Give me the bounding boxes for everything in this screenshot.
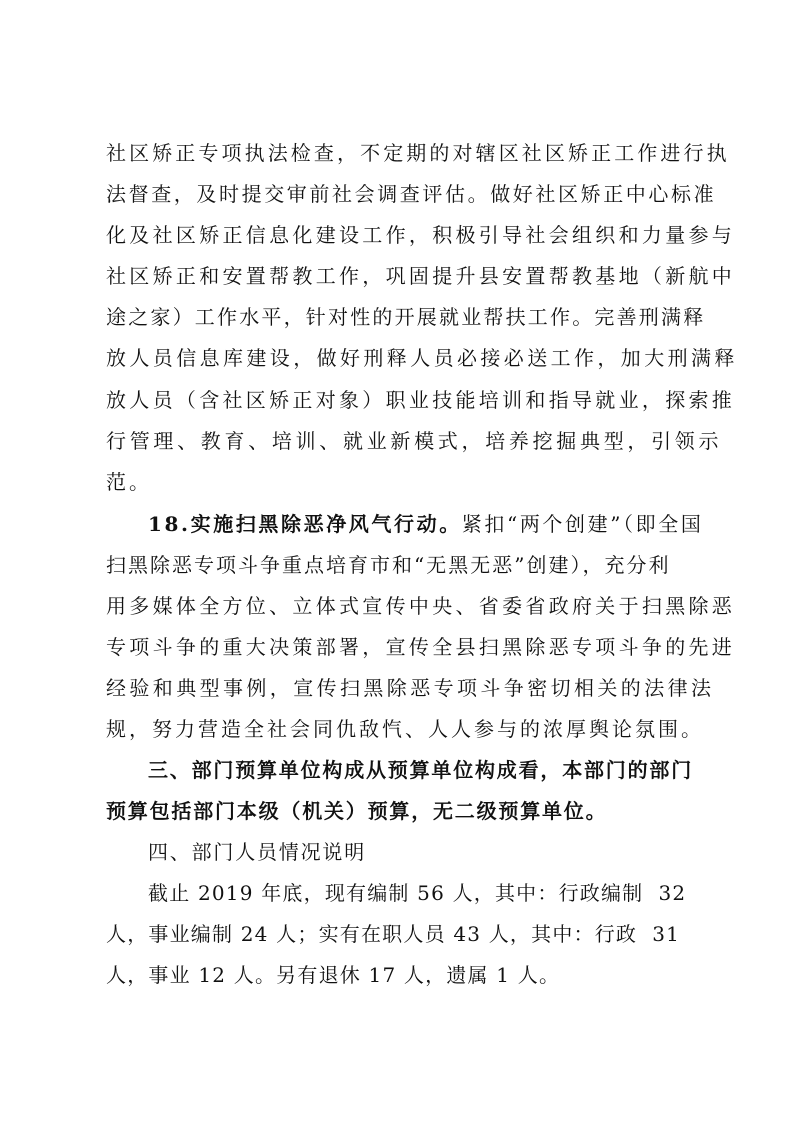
- body-line-2: 法督查，及时提交审前社会调查评估。做好社区矫正中心标准: [106, 182, 717, 206]
- section-18-first-line-text: 紧扣“两个创建”（即全国: [461, 512, 704, 536]
- section-4-line-2: 人，事业编制 24 人；实有在职人员 43 人，其中：行政 31: [106, 922, 681, 946]
- section-18-line-6: 规，努力营造全社会同仇敌忾、人人参与的浓厚舆论氛围。: [106, 717, 704, 741]
- section-4-line-1: 截止 2019 年底，现有编制 56 人，其中：行政编制 32: [148, 881, 687, 905]
- section-18-line-4: 专项斗争的重大决策部署，宣传全县扫黑除恶专项斗争的先进: [106, 635, 736, 659]
- section-3-line-1: 三、部门预算单位构成从预算单位构成看，本部门的部门: [148, 758, 693, 782]
- section-18-line-5: 经验和典型事例，宣传扫黑除恶专项斗争密切相关的法律法: [106, 676, 715, 700]
- section-3-line-2: 预算包括部门本级（机关）预算，无二级预算单位。: [106, 799, 608, 823]
- body-line-7: 放人员（含社区矫正对象）职业技能培训和指导就业，探索推: [106, 388, 736, 412]
- section-18-line-2: 扫黑除恶专项斗争重点培育市和“无黑无恶”创建），充分利: [106, 553, 671, 577]
- body-line-9: 范。: [106, 470, 152, 494]
- section-4-line-3: 人，事业 12 人。另有退休 17 人，遗属 1 人。: [106, 963, 561, 987]
- body-line-3: 化及社区矫正信息化建设工作，积极引导社会组织和力量参与: [106, 223, 736, 247]
- section-18-heading: 18.实施扫黑除恶净风气行动。: [148, 512, 462, 536]
- section-4-heading: 四、部门人员情况说明: [148, 840, 366, 864]
- section-18-first-line: [148, 512, 703, 536]
- body-line-4: 社区矫正和安置帮教工作，巩固提升县安置帮教基地（新航中: [106, 264, 736, 288]
- body-line-5: 途之家）工作水平，针对性的开展就业帮扶工作。完善刑满释: [106, 305, 706, 329]
- section-18-line-3: 用多媒体全方位、立体式宣传中央、省委省政府关于扫黑除恶: [106, 594, 736, 618]
- body-line-8: 行管理、教育、培训、就业新模式，培养挖掘典型，引领示: [106, 429, 723, 453]
- body-line-1: 社区矫正专项执法检查，不定期的对辖区社区矫正工作进行执: [106, 141, 730, 165]
- body-line-6: 放人员信息库建设，做好刑释人员必接必送工作，加大刑满释: [106, 346, 738, 370]
